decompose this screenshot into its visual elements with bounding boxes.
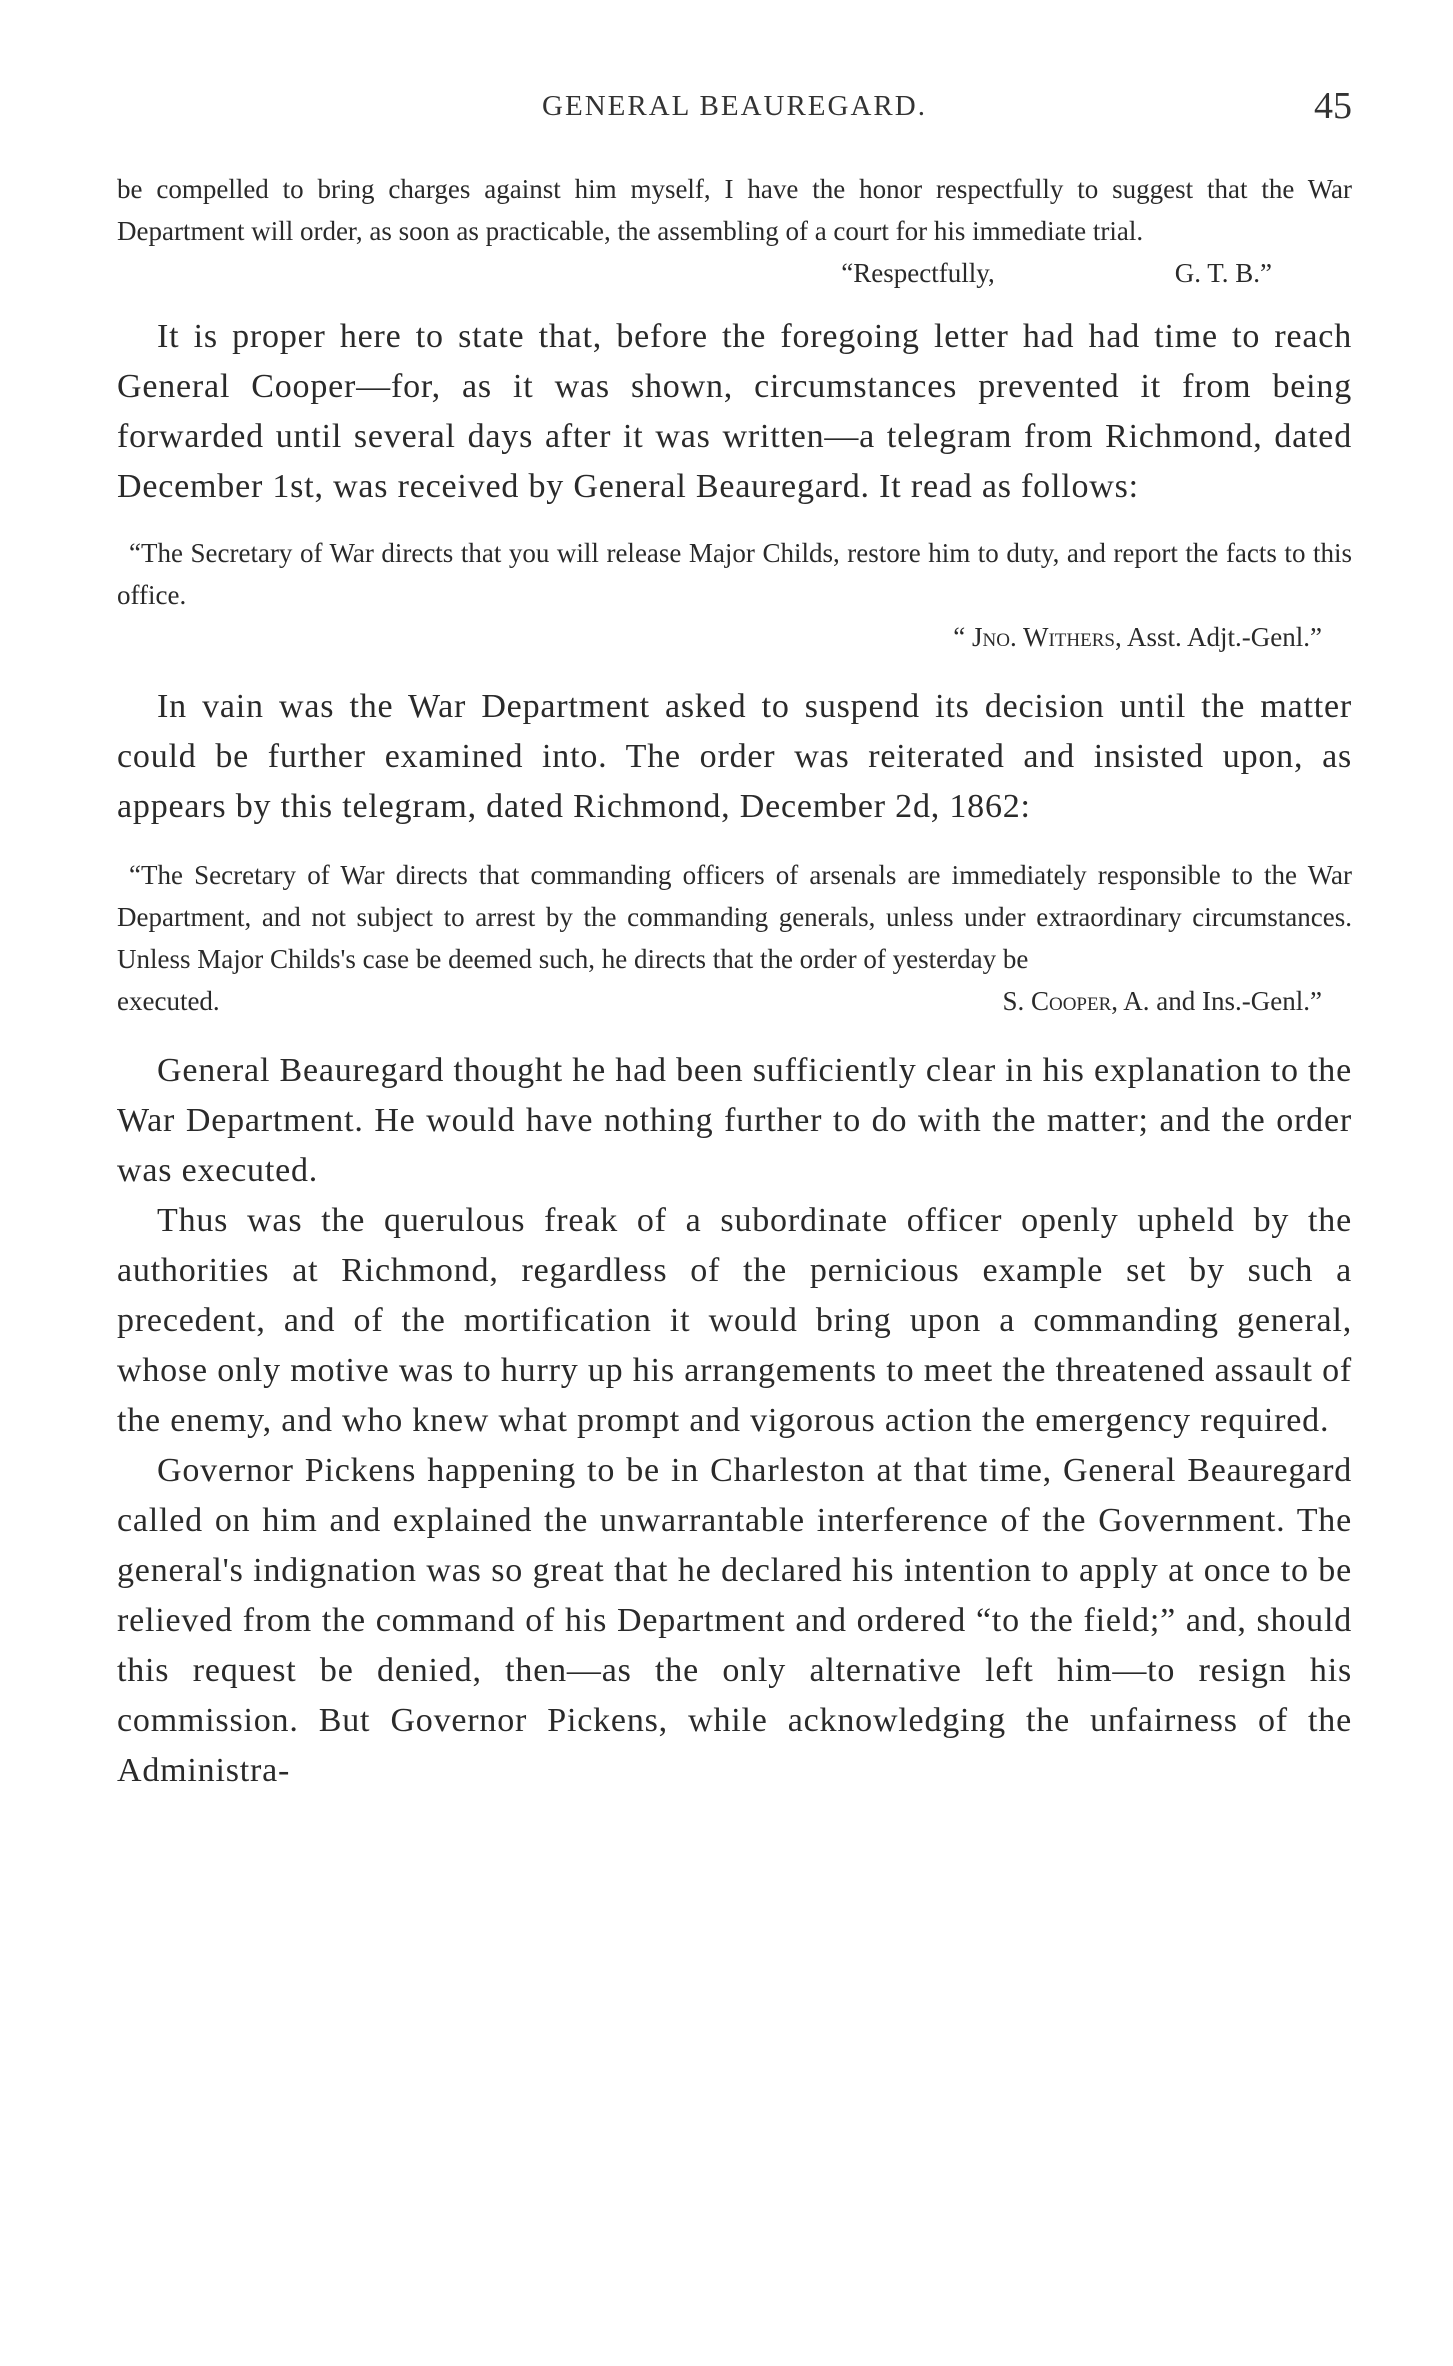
letter-close-text: be compelled to bring charges against him myself, I have the honor respectfully to suggest that the War Department will order, as soon as practicable, the assembling of a court for his immediate trial. [117, 174, 1352, 246]
telegram-2-last-word: executed. [117, 986, 220, 1016]
telegram-2-text: “The Secretary of War directs that commanding officers of arsenals are immediately responsible to the War Department, and not subject to arrest by the commanding generals, unless under extraordinary circumstances. Unless Major Childs's case be deemed such, he directs that the order of yesterday be [117, 860, 1352, 974]
paragraph-4: Thus was the querulous freak of a subordinate officer openly upheld by the authorities at Richmond, regardless of the pernicious example set by such a precedent, and of the mortification it would bring upon a commanding general, whose only motive was to hurry up his arrangements to meet the threatened assault of the enemy, and who knew what prompt and vigorous action the emergency required. [117, 1202, 1352, 1439]
telegram-1-signature [117, 616, 1352, 658]
letter-signature: G. T. B.” [1174, 258, 1272, 288]
telegram-1-text: “The Secretary of War directs that you will release Major Childs, restore him to duty, and report the facts to this office. [117, 538, 1352, 610]
paragraph-5: Governor Pickens happening to be in Charleston at that time, General Beauregard called on him and explained the unwarrantable interference of the Government. The general's indignation was so great that he declared his intention to apply at once to be relieved from the command of his Department and ordered “to the field;” and, should this request be denied, then—as the only alternative left him—to resign his commission. But Governor Pickens, while acknowledging the unfairness of the Administra- [117, 1452, 1352, 1789]
telegram-1-signer: “ Jno. Withers, [953, 622, 1122, 652]
telegram-1-signer-title: Asst. Adjt.-Genl.” [1127, 622, 1322, 652]
running-title: GENERAL BEAUREGARD. [542, 90, 927, 122]
telegram-2-signer-title: A. and Ins.-Genl.” [1123, 986, 1322, 1016]
paragraph-2: In vain was the War Department asked to suspend its decision until the matter could be further examined into. The order was reiterated and insisted upon, as appears by this telegram, dated Richmond, December 2d, 1862: [117, 688, 1352, 825]
letter-salutation: “Respectfully, [841, 258, 995, 288]
telegram-2-signature [1002, 980, 1322, 1022]
paragraph-3: General Beauregard thought he had been sufficiently clear in his explanation to the War Department. He would have nothing further to do with the matter; and the order was executed. [117, 1052, 1352, 1189]
telegram-2-signature-line [117, 980, 1352, 1022]
page-header [117, 82, 1352, 132]
letter-signature-line [117, 252, 1352, 294]
page-body [117, 168, 1352, 1796]
paragraph-1: It is proper here to state that, before the foregoing letter had had time to reach General Cooper—for, as it was shown, circumstances prevented it from being forwarded until several days after it was written—a telegram from Richmond, dated December 1st, was received by General Beauregard. It read as follows: [117, 318, 1352, 505]
telegram-2-signer: S. Cooper, [1002, 986, 1119, 1016]
page-number: 45 [1314, 85, 1352, 127]
